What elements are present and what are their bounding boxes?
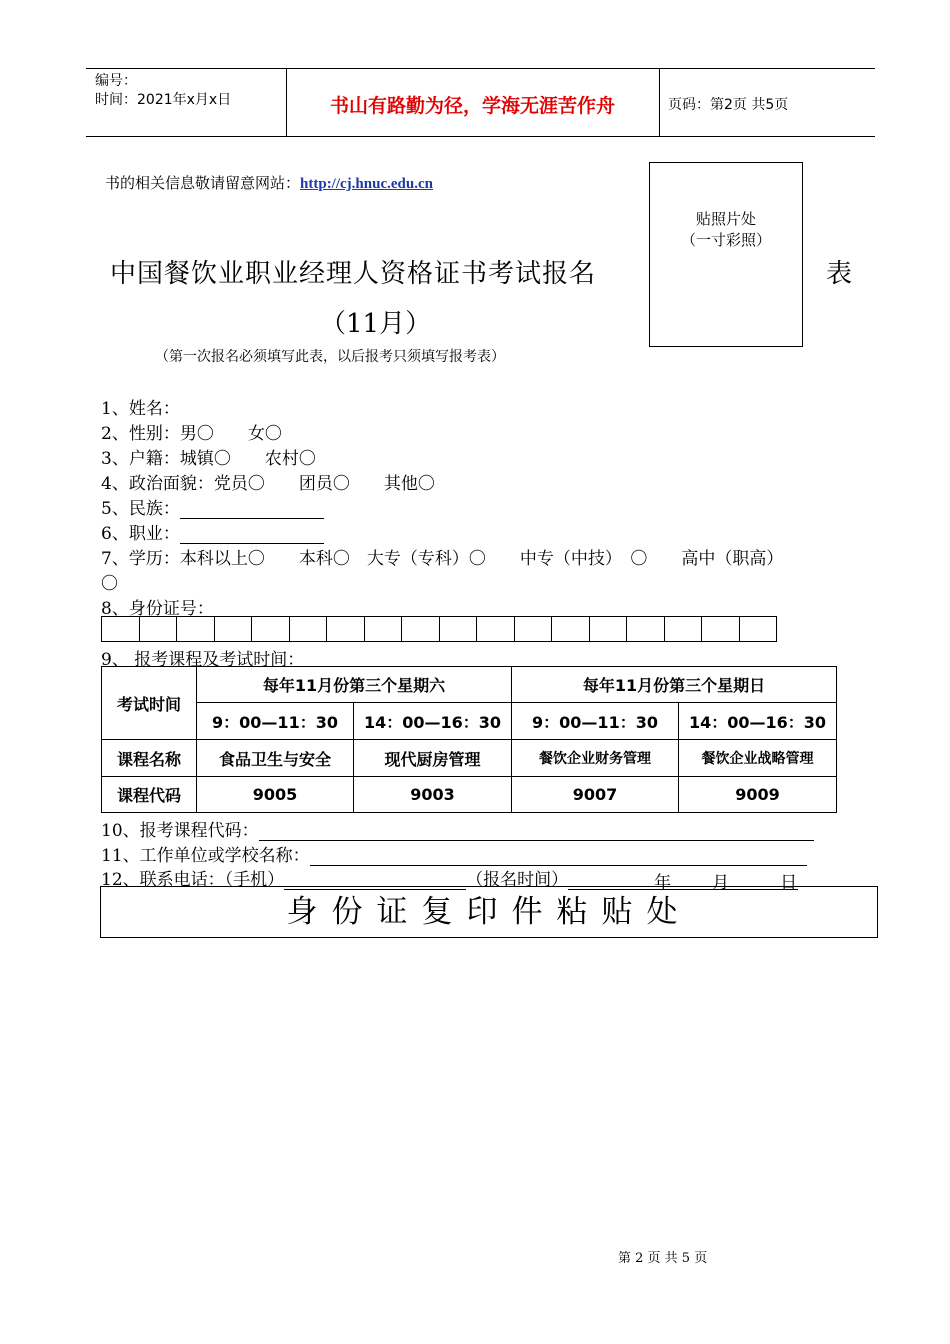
header-top-rule bbox=[86, 68, 875, 69]
saturday-header: 每年11月份第三个星期六 bbox=[197, 667, 512, 703]
education-option-radio[interactable]: 〇 bbox=[101, 574, 118, 594]
field-hukou-label: 3、户籍：城镇〇 农村〇 bbox=[101, 449, 316, 469]
id-digit-box[interactable] bbox=[590, 617, 627, 641]
id-copy-paste-box: 身份证复印件粘贴处 bbox=[100, 886, 878, 938]
field-id-label: 8、身份证号： bbox=[101, 599, 214, 619]
field-courses-label: 9、 报考课程及考试时间： bbox=[101, 650, 305, 670]
id-digit-box[interactable] bbox=[327, 617, 365, 641]
course-name: 食品卫生与安全 bbox=[197, 740, 354, 777]
field-political[interactable] bbox=[101, 469, 435, 494]
course-code-header: 课程代码 bbox=[102, 777, 197, 813]
field-job[interactable] bbox=[101, 519, 324, 544]
id-number-boxes[interactable] bbox=[101, 616, 777, 642]
header-page-info: 页码：第2页 共5页 bbox=[668, 97, 789, 113]
website-link[interactable]: http://cj.hnuc.edu.cn bbox=[300, 176, 433, 192]
time-label: 时间：2021年x月x日 bbox=[95, 92, 232, 108]
field-employer[interactable] bbox=[101, 841, 807, 866]
signup-time-label: （报名时间） bbox=[466, 870, 569, 890]
form-title: 中国餐饮业职业经理人资格证书考试报名 bbox=[110, 259, 597, 289]
id-digit-box[interactable] bbox=[440, 617, 477, 641]
header-meta bbox=[95, 72, 231, 110]
course-code: 9009 bbox=[679, 777, 837, 813]
field-gender-label: 2、性别：男〇 女〇 bbox=[101, 424, 282, 444]
field-political-label: 4、政治面貌：党员〇 团员〇 其他〇 bbox=[101, 474, 435, 494]
field-hukou[interactable] bbox=[101, 444, 316, 469]
course-code: 9003 bbox=[354, 777, 512, 813]
photo-size-label: （一寸彩照） bbox=[680, 231, 771, 249]
field-employer-label: 11、工作单位或学校名称： bbox=[101, 846, 310, 866]
id-digit-box[interactable] bbox=[552, 617, 590, 641]
serial-label: 编号： bbox=[95, 73, 137, 89]
form-subtitle: （11月） bbox=[320, 309, 432, 339]
time-slot: 14：00—16：30 bbox=[354, 703, 512, 740]
field-phone-label: 12、联系电话：（手机） bbox=[101, 870, 285, 890]
photo-box bbox=[649, 162, 803, 347]
id-digit-box[interactable] bbox=[365, 617, 402, 641]
id-digit-box[interactable] bbox=[665, 617, 702, 641]
course-name: 餐饮企业战略管理 bbox=[679, 740, 837, 777]
field-gender[interactable] bbox=[101, 419, 282, 444]
form-note: （第一次报名必须填写此表，以后报考只须填写报考表） bbox=[155, 349, 505, 365]
field-course-code-label: 10、报考课程代码： bbox=[101, 821, 259, 841]
id-digit-box[interactable] bbox=[290, 617, 327, 641]
id-digit-box[interactable] bbox=[627, 617, 665, 641]
course-name: 现代厨房管理 bbox=[354, 740, 512, 777]
time-slot: 9：00—11：30 bbox=[197, 703, 354, 740]
website-line bbox=[105, 172, 433, 193]
field-education-wrap[interactable] bbox=[101, 569, 118, 594]
header-motto: 书山有路勤为径，学海无涯苦作舟 bbox=[329, 95, 615, 117]
id-digit-box[interactable] bbox=[177, 617, 215, 641]
time-slot: 14：00—16：30 bbox=[679, 703, 837, 740]
employer-blank[interactable] bbox=[310, 847, 807, 866]
field-job-label: 6、职业： bbox=[101, 524, 180, 544]
id-digit-box[interactable] bbox=[402, 617, 440, 641]
field-name-label: 1、姓名： bbox=[101, 399, 180, 419]
field-ethnic-label: 5、民族： bbox=[101, 499, 180, 519]
course-code: 9005 bbox=[197, 777, 354, 813]
id-digit-box[interactable] bbox=[477, 617, 515, 641]
header-bottom-rule bbox=[86, 136, 875, 137]
header-divider-right bbox=[659, 68, 660, 136]
time-slot: 9：00—11：30 bbox=[512, 703, 679, 740]
field-name[interactable] bbox=[101, 394, 180, 419]
month-label: 月 bbox=[712, 873, 730, 893]
id-digit-box[interactable] bbox=[515, 617, 552, 641]
sunday-header: 每年11月份第三个星期日 bbox=[512, 667, 837, 703]
id-digit-box[interactable] bbox=[702, 617, 740, 641]
field-education[interactable] bbox=[101, 544, 783, 569]
field-course-code[interactable] bbox=[101, 816, 814, 841]
exam-time-header: 考试时间 bbox=[102, 667, 197, 740]
course-name-header: 课程名称 bbox=[102, 740, 197, 777]
course-code-blank[interactable] bbox=[259, 822, 814, 841]
id-digit-box[interactable] bbox=[140, 617, 177, 641]
field-ethnic[interactable] bbox=[101, 494, 324, 519]
field-education-label: 7、学历：本科以上〇 本科〇 大专（专科）〇 中专（中技） 〇 高中（职高） bbox=[101, 549, 784, 569]
course-name: 餐饮企业财务管理 bbox=[512, 740, 679, 777]
id-digit-box[interactable] bbox=[215, 617, 252, 641]
course-code: 9007 bbox=[512, 777, 679, 813]
day-label: 日 bbox=[780, 873, 798, 893]
id-digit-box[interactable] bbox=[252, 617, 290, 641]
form-title-end: 表 bbox=[826, 259, 853, 289]
website-prefix: 书的相关信息敬请留意网站： bbox=[105, 174, 301, 192]
job-blank[interactable] bbox=[180, 525, 324, 544]
year-label: 年 bbox=[654, 873, 672, 893]
ethnic-blank[interactable] bbox=[180, 500, 324, 519]
course-table bbox=[101, 666, 837, 813]
id-digit-box[interactable] bbox=[740, 617, 777, 641]
page-footer: 第 2 页 共 5 页 bbox=[618, 1251, 708, 1266]
photo-label: 贴照片处 bbox=[695, 210, 756, 228]
id-digit-box[interactable] bbox=[102, 617, 140, 641]
